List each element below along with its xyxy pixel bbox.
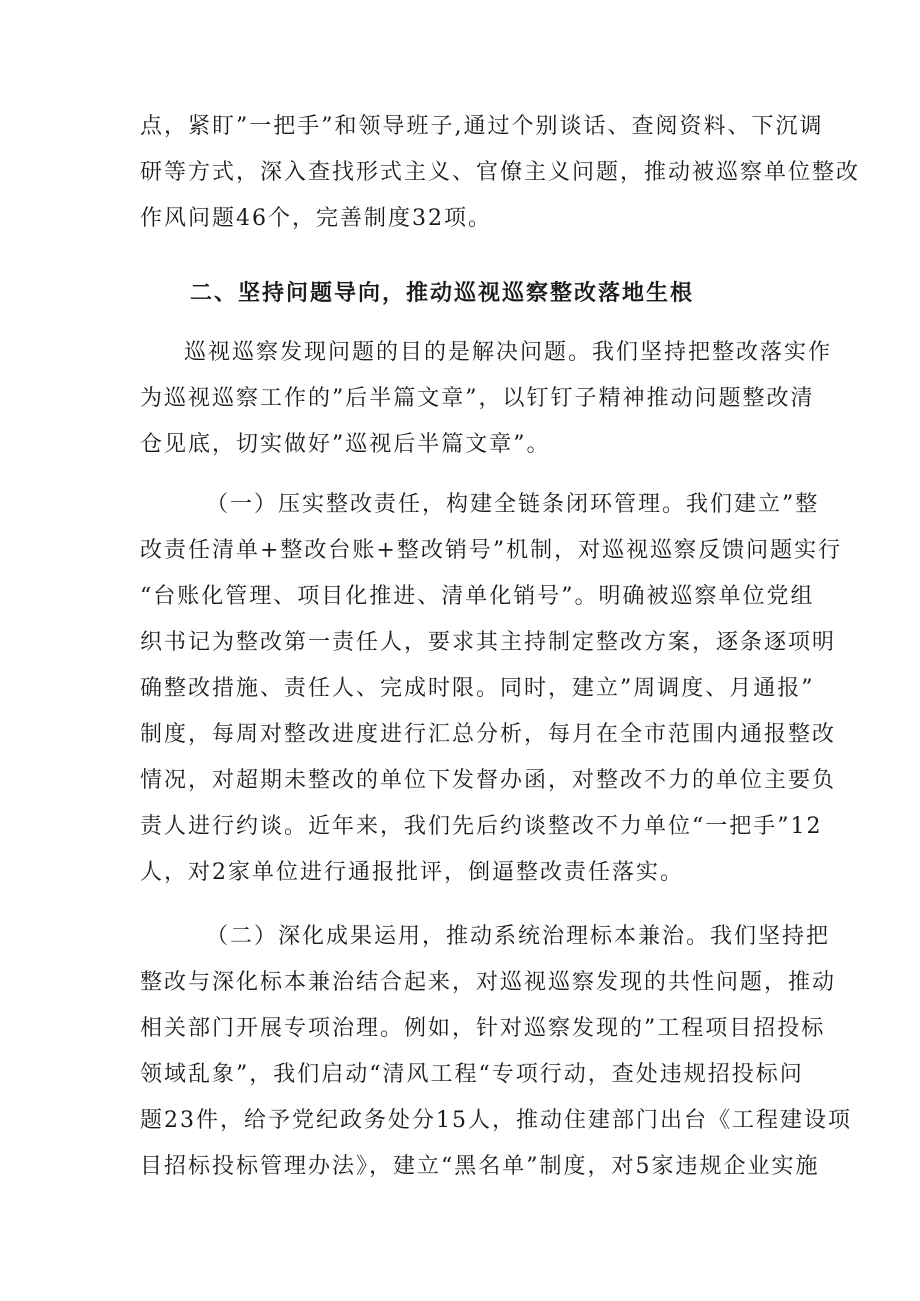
text-line: 确整改措施、责任人、完成时限。同时，建立”周调度、月通报”	[140, 676, 815, 701]
text-line: 改责任清单+整改台账+整改销号”机制，对巡视巡察反馈问题实行	[140, 538, 843, 563]
text-line: “台账化管理、项目化推进、清单化销号”。明确被巡察单位党组	[140, 584, 815, 609]
text-line: 点，紧盯”一把手”和领导班子,通过个别谈话、查阅资料、下沉调	[140, 114, 824, 139]
text-line: 相关部门开展专项治理。例如，针对巡察发现的”工程项目招投标	[140, 1016, 826, 1041]
section-heading: 二、坚持问题导向，推动巡视巡察整改落地生根	[190, 280, 695, 306]
text-line: 领域乱象”，我们启动“清风工程“专项行动，查处违规招投标问	[140, 1062, 804, 1087]
text-line: 责人进行约谈。近年来，我们先后约谈整改不力单位“一把手”12	[140, 814, 823, 839]
paragraph-section-intro	[140, 330, 833, 468]
paragraph-subsection-2	[140, 914, 852, 1190]
text-line: 织书记为整改第一责任人，要求其主持制定整改方案，逐条逐项明	[140, 630, 837, 655]
paragraph-intro-continued	[140, 104, 861, 242]
text-line: 制度，每周对整改进度进行汇总分析，每月在全市范围内通报整改	[140, 722, 837, 747]
text-line: 情况，对超期未整改的单位下发督办函，对整改不力的单位主要负	[140, 768, 837, 793]
text-line: 作风问题46个，完善制度32项。	[140, 206, 492, 231]
paragraph-subsection-1	[140, 482, 843, 896]
text-line: 人，对2家单位进行通报批评，倒逼整改责任落实。	[140, 860, 684, 885]
text-line: 巡视巡察发现问题的目的是解决问题。我们坚持把整改落实作	[184, 340, 833, 365]
text-line: 研等方式，深入查找形式主义、官僚主义问题，推动被巡察单位整改	[140, 160, 861, 185]
text-line: 目招标投标管理办法》，建立“黑名单”制度，对5家违规企业实施	[140, 1154, 820, 1179]
text-line: （二）深化成果运用，推动系统治理标本兼治。我们坚持把	[206, 924, 831, 949]
text-line: 仓见底，切实做好”巡视后半篇文章”。	[140, 432, 551, 457]
text-line: 为巡视巡察工作的”后半篇文章”，以钉钉子精神推动问题整改清	[140, 386, 815, 411]
text-line: （一）压实整改责任，构建全链条闭环管理。我们建立”整	[206, 492, 820, 517]
text-line: 整改与深化标本兼治结合起来，对巡视巡察发现的共性问题，推动	[140, 970, 837, 995]
text-line: 题23件，给予党纪政务处分15人，推动住建部门出台《工程建设项	[140, 1108, 852, 1133]
